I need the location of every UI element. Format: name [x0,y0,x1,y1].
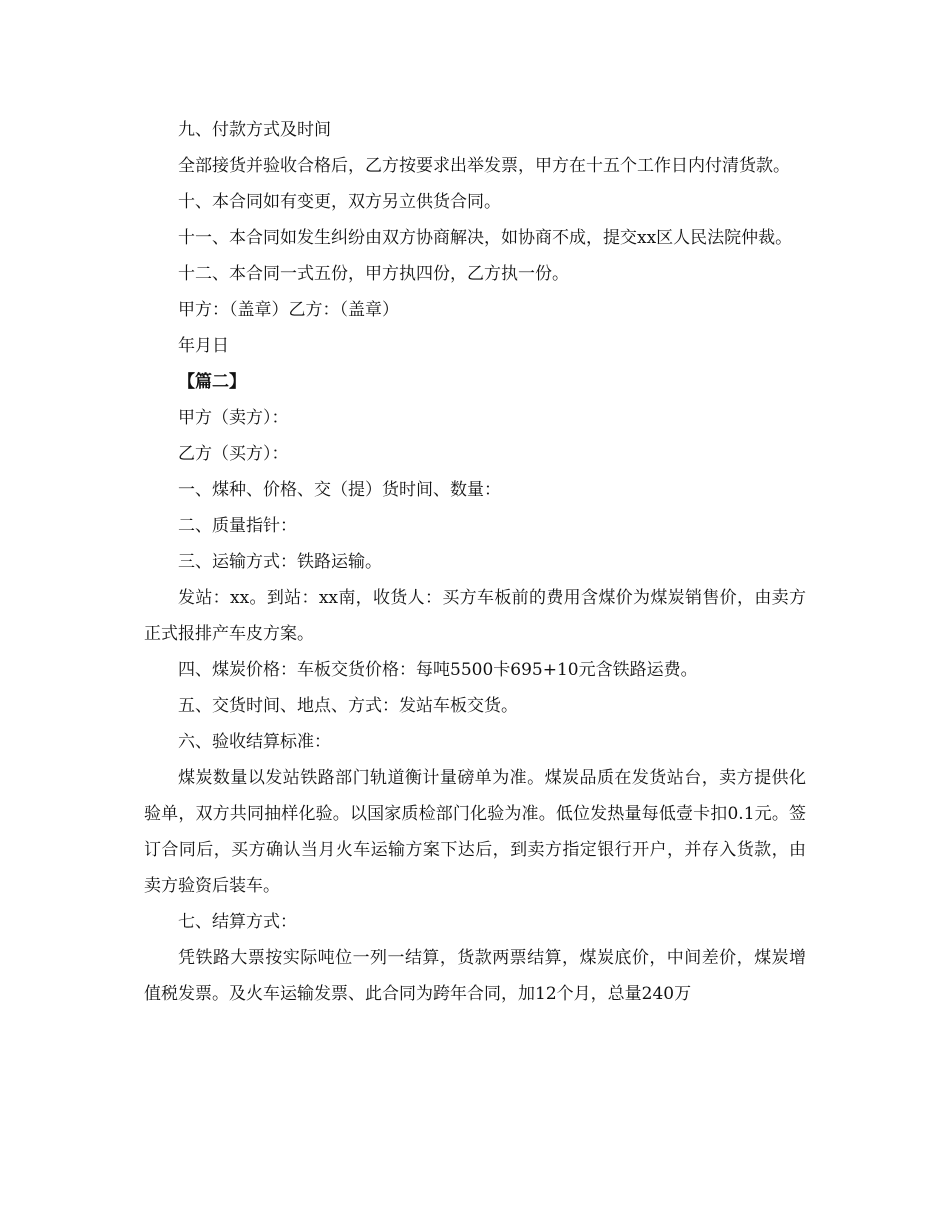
paragraph-3: 十、本合同如有变更，双方另立供货合同。 [178,192,501,212]
date-line: 年月日 [178,336,229,356]
paragraph-14: 发站：xx。到站：xx南，收货人：买方车板前的费用含煤价为煤炭销售价，由卖方正式报排产车皮方案。 [144,588,806,644]
paragraph-13: 三、运输方式：铁路运输。 [178,552,382,572]
paragraph-15: 四、煤炭价格：车板交货价格：每吨5500卡695+10元含铁路运费。 [178,660,698,680]
paragraph-11: 一、煤种、价格、交（提）货时间、数量： [178,480,501,500]
signature-line: 甲方：（盖章）乙方：（盖章） [178,300,399,320]
document-body [144,112,806,1012]
paragraph-2: 全部接货并验收合格后，乙方按要求出举发票，甲方在十五个工作日内付清货款。 [178,156,790,176]
paragraph-17: 六、验收结算标准： [178,732,331,752]
paragraph-16: 五、交货时间、地点、方式：发站车板交货。 [178,696,518,716]
paragraph-20: 凭铁路大票按实际吨位一列一结算，货款两票结算，煤炭底价，中间差价，煤炭增值税发票。及火车运输发票、此合同为跨年合同，加12个月，总量240万 [144,948,806,1004]
seller-line: 甲方（卖方）： [178,408,289,428]
paragraph-4: 十一、本合同如发生纠纷由双方协商解决，如协商不成，提交xx区人民法院仲裁。 [178,228,793,248]
section-heading: 【篇二】 [178,372,246,392]
paragraph-18: 煤炭数量以发站铁路部门轨道衡计量磅单为准。煤炭品质在发货站台，卖方提供化验单，双方共同抽样化验。以国家质检部门化验为准。低位发热量每低壹卡扣0.1元。签订合同后，买方确认当月火车运输方案下达后，到卖方指定银行开户，并存入货款，由卖方验资后装车。 [144,768,806,896]
paragraph-19: 七、结算方式： [178,912,297,932]
paragraph-1: 九、付款方式及时间 [178,120,331,140]
paragraph-5: 十二、本合同一式五份，甲方执四份，乙方执一份。 [178,264,569,284]
buyer-line: 乙方（买方）： [178,444,289,464]
paragraph-12: 二、质量指针： [178,516,297,536]
